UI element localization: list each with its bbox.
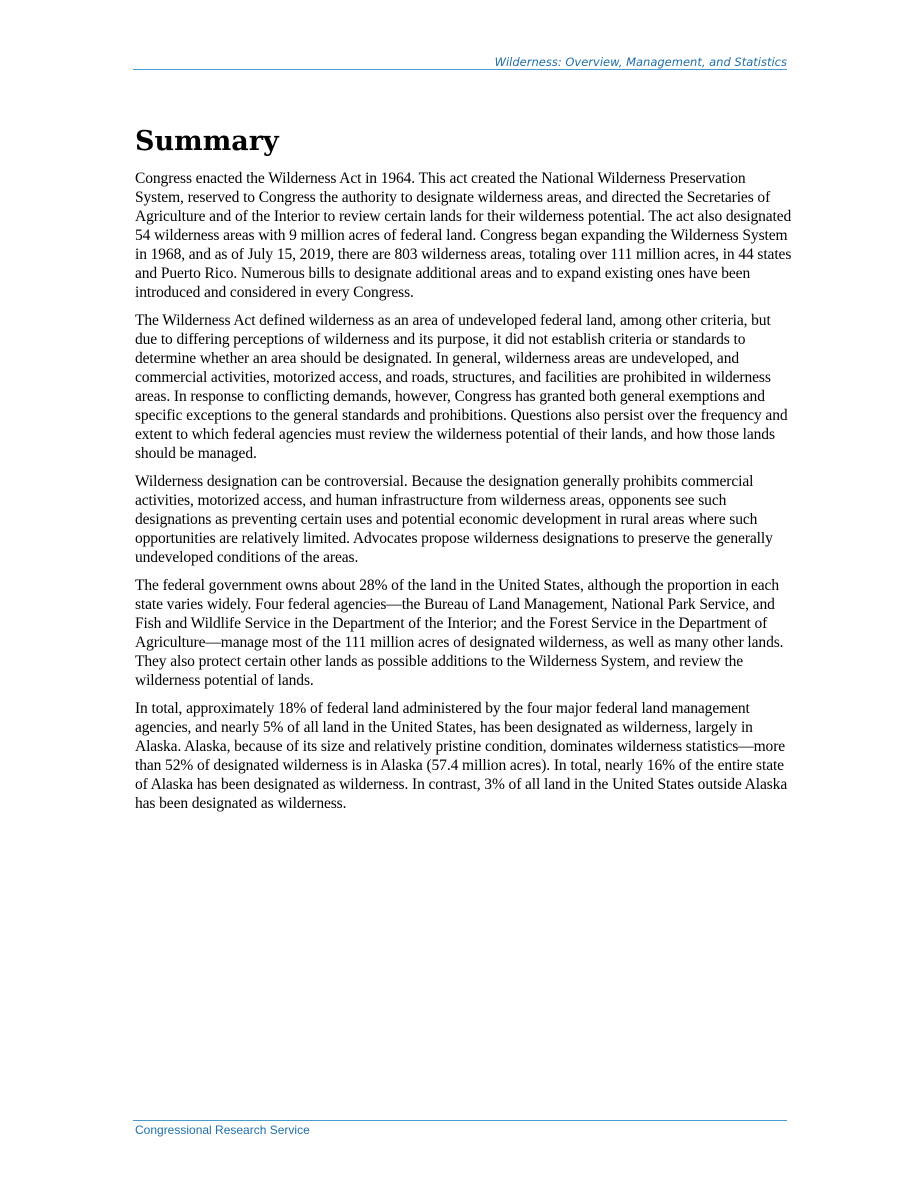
paragraph: The federal government owns about 28% of the land in the United States, although the proportion in each state varies widely. Four federal agencies—the Bureau of Land Management, National Park Service, and Fish and Wildlife Service in the Department of the Interior; and the Forest Service in the Department of Agriculture—manage most of the 111 million acres of designated wilderness, as well as many other lands. They also protect certain other lands as possible additions to the Wilderness System, and review the wilderness potential of lands.: [135, 577, 784, 689]
summary-body: [135, 169, 795, 822]
running-header-title: Wilderness: Overview, Management, and Statistics: [494, 55, 787, 69]
paragraph: Congress enacted the Wilderness Act in 1964. This act created the National Wilderness Preservation System, reserved to Congress the authority to designate wilderness areas, and directed the Secretaries of Agriculture and of the Interior to review certain lands for their wilderness potential. The act also designated 54 wilderness areas with 9 million acres of federal land. Congress began expanding the Wilderness System in 1968, and as of July 15, 2019, there are 803 wilderness areas, totaling over 111 million acres, in 44 states and Puerto Rico. Numerous bills to designate additional areas and to expand existing ones have been introduced and considered in every Congress.: [135, 170, 792, 301]
footer-organization: Congressional Research Service: [135, 1123, 310, 1137]
paragraph: Wilderness designation can be controversial. Because the designation generally prohibits commercial activities, motorized access, and human infrastructure from wilderness areas, opponents see such designations as preventing certain uses and potential economic development in rural areas where such opportunities are relatively limited. Advocates propose wilderness designations to preserve the generally undeveloped conditions of the areas.: [135, 473, 773, 566]
paragraph: The Wilderness Act defined wilderness as an area of undeveloped federal land, among other criteria, but due to differing perceptions of wilderness and its purpose, it did not establish criteria or standards to determine whether an area should be designated. In general, wilderness areas are undeveloped, and commercial activities, motorized access, and roads, structures, and facilities are prohibited in wilderness areas. In response to conflicting demands, however, Congress has granted both general exemptions and specific exceptions to the general standards and prohibitions. Questions also persist over the frequency and extent to which federal agencies must review the wilderness potential of their lands, and how those lands should be managed.: [135, 312, 788, 462]
footer-rule: [133, 1120, 787, 1121]
paragraph: In total, approximately 18% of federal land administered by the four major federal land management agencies, and nearly 5% of all land in the United States, has been designated as wilderness, largely in Alaska. Alaska, because of its size and relatively pristine condition, dominates wilderness statistics—more than 52% of designated wilderness is in Alaska (57.4 million acres). In total, nearly 16% of the entire state of Alaska has been designated as wilderness. In contrast, 3% of all land in the United States outside Alaska has been designated as wilderness.: [135, 700, 788, 812]
section-title: Summary: [135, 126, 279, 157]
header-rule: [133, 69, 787, 70]
